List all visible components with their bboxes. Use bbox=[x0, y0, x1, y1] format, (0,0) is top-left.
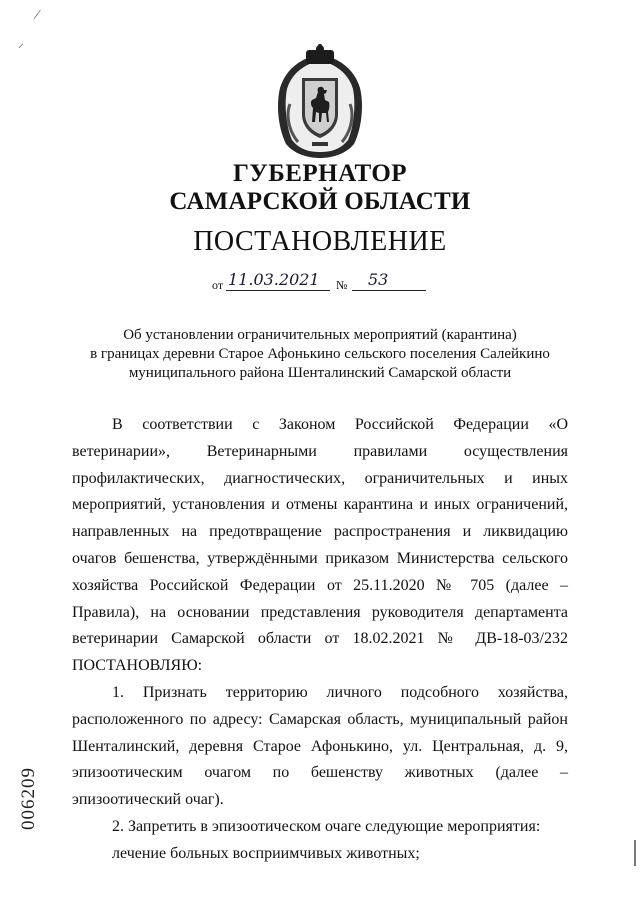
document-body bbox=[72, 412, 568, 868]
number-label: № bbox=[336, 278, 348, 292]
item-2-paragraph: 2. Запретить в эпизоотическом очаге следующие мероприятия: bbox=[112, 817, 541, 835]
handwritten-number: 53 bbox=[368, 270, 389, 289]
item-1-paragraph: 1. Признать территорию личного подсобного хозяйства, расположенного по адресу: Самарская область, муниципальный район Шенталинский, деревня Старое Афонькино, ул. Центральная, д. 9, эпизоотическим очагом по бешенству животных (далее – эпизоотический очаг). bbox=[72, 683, 568, 809]
stray-mark: ⸝ bbox=[18, 36, 25, 50]
coat-of-arms-emblem bbox=[272, 44, 368, 160]
document-type-heading: ПОСТАНОВЛЕНИЕ bbox=[193, 226, 447, 257]
title-line: муниципального района Шенталинский Самарской области bbox=[128, 365, 512, 381]
document-title bbox=[60, 326, 580, 383]
number-underline bbox=[352, 290, 426, 291]
title-line: в границах деревни Старое Афонькино сельского поселения Салейкино bbox=[90, 346, 550, 362]
item-2-subitem: лечение больных восприимчивых животных; bbox=[112, 844, 420, 862]
date-number-line bbox=[212, 270, 432, 294]
date-underline bbox=[226, 290, 330, 291]
authority-title-line2: САМАРСКОЙ ОБЛАСТИ bbox=[169, 188, 471, 215]
margin-serial-number: 006209 bbox=[18, 767, 39, 830]
date-label: от bbox=[212, 278, 224, 292]
handwritten-date: 11.03.2021 bbox=[228, 270, 320, 289]
page-edge-mark bbox=[634, 840, 636, 866]
stray-mark: ⁄ bbox=[36, 8, 39, 23]
authority-title-line1: ГУБЕРНАТОР bbox=[232, 160, 408, 187]
title-line: Об установлении ограничительных мероприятий (карантина) bbox=[123, 327, 517, 343]
preamble-paragraph: В соответствии с Законом Российской Федерации «О ветеринарии», Ветеринарными правилами осуществления профилактических, диагностических, ограничительных и иных мероприятий, установления и отмены карантина и иных ограничений, направленных на предотвращение распространения и ликвидацию очагов бешенства, утверждёнными приказом Министерства сельского хозяйства Российской Федерации от 25.11.2020 № 705 (далее – Правила), на основании представления руководителя департамента ветеринарии Самарской области от 18.02.2021 № ДВ-18-03/232 ПОСТАНОВЛЯЮ: bbox=[72, 416, 568, 675]
